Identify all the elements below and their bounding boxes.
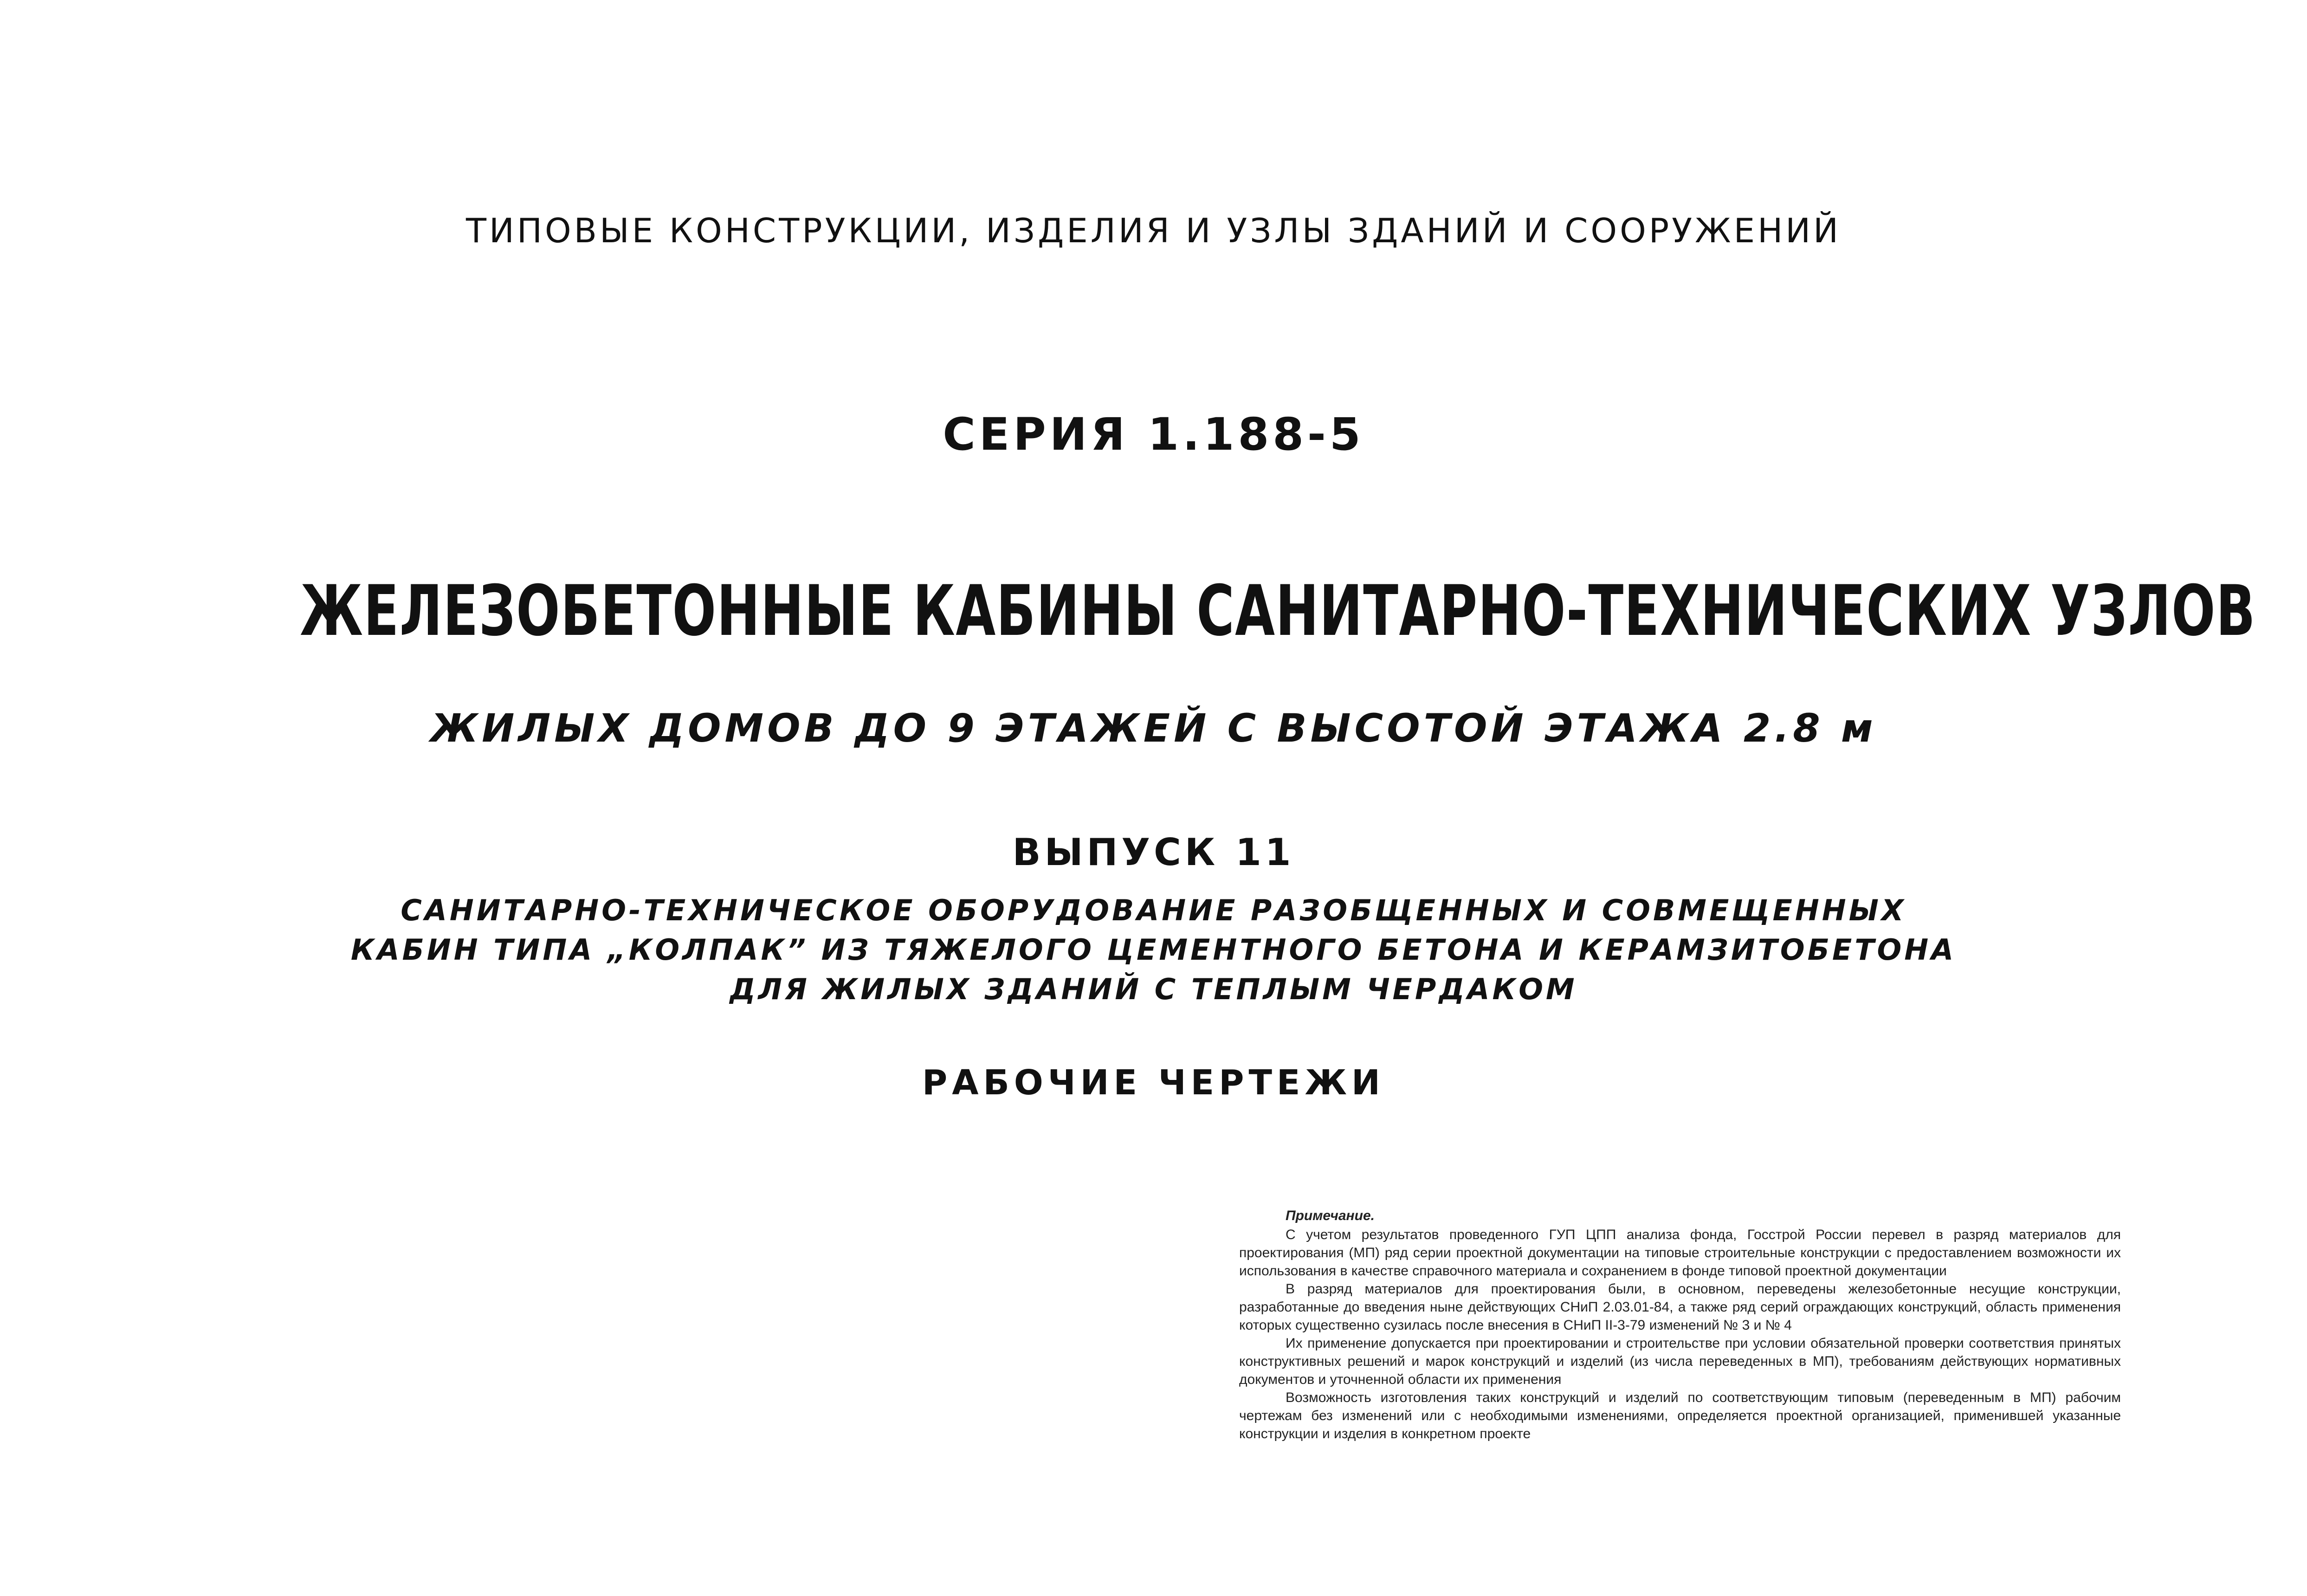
note-title: Примечание. [1286,1208,1375,1223]
document-title: ЖЕЛЕЗОБЕТОННЫЕ КАБИНЫ САНИТАРНО-ТЕХНИЧЕСКИХ УЗЛОВ [300,571,2256,652]
issue-description-line: КАБИН ТИПА „КОЛПАК” ИЗ ТЯЖЕЛОГО ЦЕМЕНТНОГО БЕТОНА И КЕРАМЗИТОБЕТОНА [350,933,1957,967]
document-subtitle: ЖИЛЫХ ДОМОВ ДО 9 ЭТАЖЕЙ С ВЫСОТОЙ ЭТАЖА 2.8 м [430,705,1877,751]
collection-heading: ТИПОВЫЕ КОНСТРУКЦИИ, ИЗДЕЛИЯ И УЗЛЫ ЗДАНИЙ И СООРУЖЕНИЙ [466,211,1841,250]
issue-description-line: САНИТАРНО-ТЕХНИЧЕСКОЕ ОБОРУДОВАНИЕ РАЗОБЩЕННЫХ И СОВМЕЩЕННЫХ [401,893,1906,927]
document-type: РАБОЧИЕ ЧЕРТЕЖИ [922,1063,1385,1103]
note-paragraph: С учетом результатов проведенного ГУП ЦПП анализа фонда, Госстрой России перевел в разряд материалов для проектирования (МП) ряд серии проектной документации на типовые строительные конструкции с предоставлением возможности их использования в качестве справочного материала и сохранением в фонде типовой проектной документации [1239,1227,2121,1279]
series-number: СЕРИЯ 1.188-5 [943,408,1364,460]
issue-label: ВЫПУСК 11 [1012,831,1295,874]
note-paragraph: Возможность изготовления таких конструкций и изделий по соответствующим типовым (переведенным в МП) рабочим чертежам без изменений или с необходимыми изменениями, определяется проектной организацией, применившей указанные конструкции и изделия в конкретном проекте [1239,1390,2121,1441]
note-block [1239,1207,2121,1443]
note-paragraph: В разряд материалов для проектирования были, в основном, переведены железобетонные несущие конструкции, разработанные до введения ныне действующих СНиП 2.03.01-84, а также ряд серий ограждающих конструкций, область применения которых существенно сузилась после внесения в СНиП II-3-79 изменений № 3 и № 4 [1239,1281,2121,1333]
issue-description-line: ДЛЯ ЖИЛЫХ ЗДАНИЙ С ТЕПЛЫМ ЧЕРДАКОМ [730,972,1577,1006]
note-paragraph: Их применение допускается при проектировании и строительстве при условии обязательной проверки соответствия принятых конструктивных решений и марок конструкций и изделий (из числа переведенных в МП), требованиям действующих нормативных документов и уточненной области их применения [1239,1336,2121,1387]
